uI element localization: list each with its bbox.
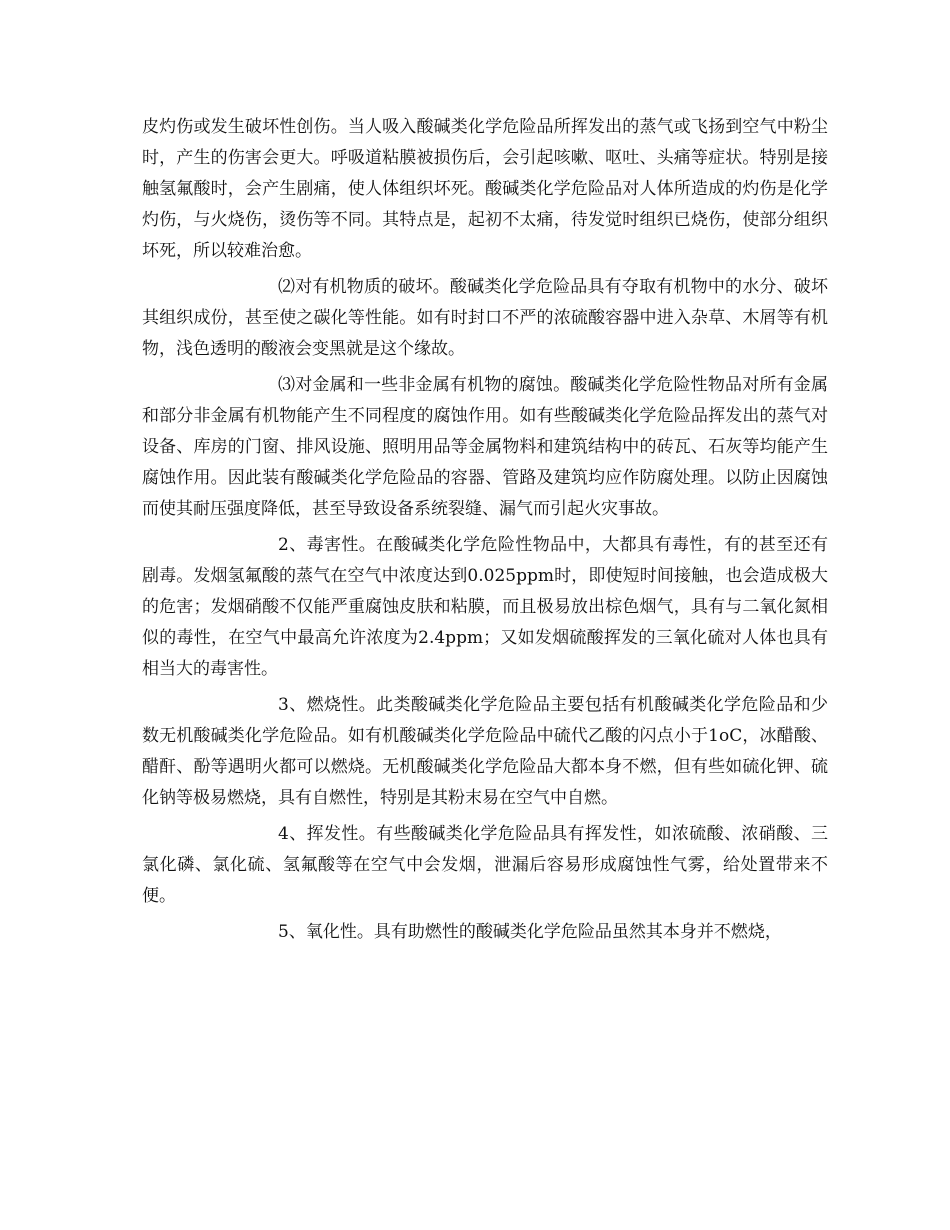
paragraph-volatility: 4、挥发性。有些酸碱类化学危险品具有挥发性，如浓硫酸、浓硝酸、三氯化磷、氯化硫、氢氟酸等在空气中会发烟，泄漏后容易形成腐蚀性气雾，给处置带来不便。 [142,824,828,906]
paragraph-oxidizing: 5、氧化性。具有助燃性的酸碱类化学危险品虽然其本身并不燃烧， [278,922,782,942]
paragraph-toxicity: 2、毒害性。在酸碱类化学危险性物品中，大都具有毒性，有的甚至还有剧毒。发烟氢氟酸的蒸气在空气中浓度达到0.025ppm时，即使短时间接触，也会造成极大的危害；发烟硝酸不仅能严重腐蚀皮肤和粘膜，而且极易放出棕色烟气，具有与二氧化氮相似的毒性，在空气中最高允许浓度为2.4ppm；又如发烟硫酸挥发的三氧化硫对人体也具有相当大的毒害性。 [142,535,828,679]
paragraph-metal-corrosion: ⑶对金属和一些非金属有机物的腐蚀。酸碱类化学危险性物品对所有金属和部分非金属有机物能产生不同程度的腐蚀作用。如有些酸碱类化学危险品挥发出的蒸气对设备、库房的门窗、排风设施、照明用品等金属物料和建筑结构中的砖瓦、石灰等均能产生腐蚀作用。因此装有酸碱类化学危险品的容器、管路及建筑均应作防腐处理。以防止因腐蚀而使其耐压强度降低，甚至导致设备系统裂缝、漏气而引起火灾事故。 [142,375,828,519]
paragraph-organic-damage: ⑵对有机物质的破坏。酸碱类化学危险品具有夺取有机物中的水分、破坏其组织成份，甚至使之碳化等性能。如有时封口不严的浓硫酸容器中进入杂草、木屑等有机物，浅色透明的酸液会变黑就是这个缘故。 [142,277,828,359]
paragraph-burns: 皮灼伤或发生破坏性创伤。当人吸入酸碱类化学危险品所挥发出的蒸气或飞扬到空气中粉尘时，产生的伤害会更大。呼吸道粘膜被损伤后，会引起咳嗽、呕吐、头痛等症状。特别是接触氢氟酸时，会产生剧痛，使人体组织坏死。酸碱类化学危险品对人体所造成的灼伤是化学灼伤，与火烧伤，烫伤等不同。其特点是，起初不太痛，待发觉时组织已烧伤，使部分组织坏死，所以较难治愈。 [142,117,828,261]
paragraph-flammability: 3、燃烧性。此类酸碱类化学危险品主要包括有机酸碱类化学危险品和少数无机酸碱类化学危险品。如有机酸碱类化学危险品中硫代乙酸的闪点小于1oC，冰醋酸、醋酐、酚等遇明火都可以燃烧。无机酸碱类化学危险品大都本身不燃，但有些如硫化钾、硫化钠等极易燃烧，具有自燃性，特别是其粉末易在空气中自燃。 [142,695,828,808]
document-page [142,112,828,953]
